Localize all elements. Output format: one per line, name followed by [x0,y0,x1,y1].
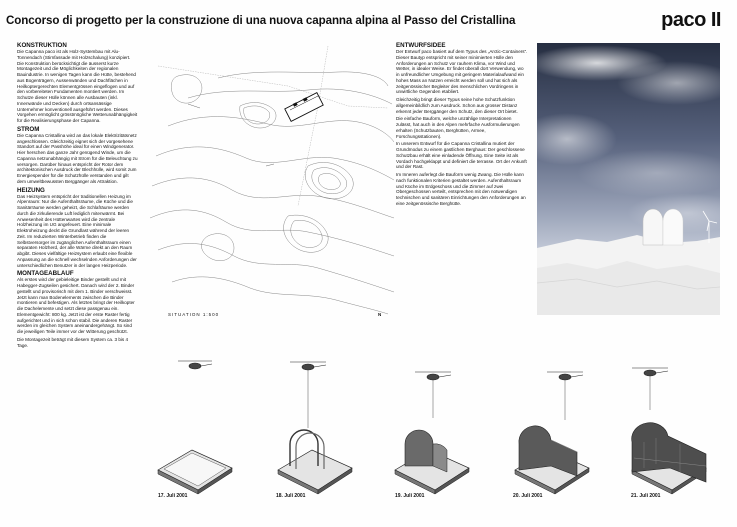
montage-heading: MONTAGEABLAUF [17,270,74,278]
entwurf-paragraph-1: Der Entwurf paco basiert auf dem Typus des „Arctic-Containers“. Dieser Bautyp entspricht mit seiner minimierten Hülle den Anforderungen an Schutz vor rauhem Klima, vor Wind und Wetter, in idealer Weise. Er findet überall dort Verwendung, wo in unfreundlicher Umgebung mit geringem Materialaufwand ein hohes Mass an Nutzen erreicht werden soll und hat sich als zeitgenössischer Begleiter des menschlichen Vordringens in unwirtliche Gegenden etabliert. [396,49,528,95]
montage-step-1 [148,358,236,508]
montage-date-3: 19. Juli 2001 [395,493,425,499]
montage-step-5 [622,358,710,508]
helicopter-icon [632,368,668,410]
contour-map [148,46,394,316]
site-plan [148,46,394,316]
north-arrow-label: N [378,312,383,317]
montage-step-3 [385,358,473,508]
montage-date-5: 21. Juli 2001 [631,493,661,499]
helicopter-icon [290,362,326,428]
entwurf-paragraph-5: Im Inneren auferlegt die Bauform wenig Zwang. Die Hülle kann nach funktionalen Kriterien gestaltet werden. Aufenthaltsraum und Küche im Erdgeschoss und die Zimmer auf zwei Obergeschossen verteilt, entsprechen mit den notwendigen technischen und sanitären Einrichtungen den Anforderungen an eine zeitgenössische Berghütte. [396,172,526,206]
middle-text-column [396,42,528,300]
montage-date-4: 20. Juli 2001 [513,493,543,499]
project-name: paco II [661,9,721,31]
hut-footprint [285,93,323,122]
strom-heading: STROM [17,125,40,133]
helicopter-icon [547,372,583,420]
entwurf-paragraph-4: In unserem Entwurf für die Capanna Cristallina mutiert der Grundmodus zu einem gastlichen Berghaus: Der geschlossene Schutzbau erhält eine einladende Öffnung. Eine Seite ist als Vordach hochgeklappt und definiert die terrasse. Ort der Ankunft und der Rast. [396,141,527,170]
hut-rendering-photo [537,43,720,315]
helicopter-icon [415,372,451,418]
montage-date-2: 18. Juli 2001 [276,493,306,499]
konstruktion-heading: KONSTRUKTION [17,42,67,49]
entwurf-heading: ENTWURFSIDEE [396,42,446,49]
konstruktion-text: Die Capanna paco ist als Holz-Systembau mit Alu-Tonnendach (Stirnfassade mit Holzschalung) konzipiert. Die Konstruktion berücksichtigt die äusserst kurze Montagezeit und die Möglichkeiten der regionalen Bauindustrie. In wenigen Tagen kann die Hütte, bestehend aus Bogenträgern, Aussenwänden und Dachflächen in Heilkoptergerechten Elementgrössen eingeflogen und auf den vorbereiteten Fundamenten montiert werden. Im Schutze dieser Hülle können alle Ausbauten (inkl. Innenwände und Decken) durch ortsansässige Unternehmer konventionell ausgeführt werden. Dieses Vorgehen ermöglicht grösstmögliche Wetterunabhängigkeit für die Realisierungsphase der Capanna. [17,49,138,123]
entwurf-paragraph-2: Gleichzeitig bringt dieser Typus seine hohe Schutzfunktion allgemeinbildlich zum Ausdruck. Schon aus grosser Distanz erkennt jeder Berggänger den Schutz, den dieser Ort bietet. [396,97,518,114]
board-title: Concorso di progetto per la construzione di una nuova capanna alpina al Passo del Cristallina [6,14,516,27]
helicopter-icon [178,361,212,369]
montage-text: Als erstes wird der gebieleitige Binder gestellt und mit Habegger-Zugseilen gesichert. Danach wird der 2. Binder gestellt und provisorisch mit dem 1. Binder verschweisst. Jetzt kann man Bodenelements zwischen die Binder montieren und befestigen. Als letztes bringt der Heilkopter die Dachelemente und setzt diese passgenau ein. Elementgewicht: 800 kg. Jetzt ist der erste Raster fertig aufgerichtet und in sich schon stabil. Die anderen Raster werden im gleichen System aneinandergehängt. So sind die jeweiligen Teile immer vor der Witterung geschützt. [17,277,135,334]
montage-step-2 [268,358,356,508]
left-text-column [17,42,138,502]
entwurf-paragraph-3: Die einfache Bauform, welche unzählige Interpretationen zulässt, hat auch in den Alpen mehrfache Ausformulierungen erhalten (Schutzbauten, Berghütten, Armee, Forschungsstationen). [396,116,520,139]
strom-text: Die Capanna Cristallina wird an das lokale Elektrizitätsnetz angeschlossen. Gleichzeitig eignet sich der vorgesehene Standort auf der Passhöhe ideal für einen Windgenerator. Hier herschen das ganze Jahr genügend Winde, um die Capanna netzunabhängig mit Strom für die Beleuchtung zu versorgen. Darüber hinaus entspricht der Rotor dem architektonischen Ausdruck der Blechhülle, wird somit zum Energiespender für die Schutzhülle verstanden und gilt dem umweltbewussten Berggänger als Attraktion. [17,132,138,184]
site-plan-label: SITUATION 1:500 [168,312,220,317]
heizung-text: Das Heizsystem entspricht der traditionellen Heizung im Alpenraum: Nur die Aufenthaltsräume, die Küche und die Sanitärräume werden geheizt, die Schlafräume werden durch die zirkulierende Luft lediglich mitenwärmt. Bei Anwesenheit des Hüttenwartes wird die zentrale Holzheizung im UG angefeuert. Eine minimale Elektroheizung deckt die Grundlast während der leeren Zeit. Im reduzierten Winterbetrieb finden die Selbstversorger im zugänglichen Aufenthaltsraum einen separaten Holzherd, der alle Wärme direkt an den Raum abgibt. Dieses vielfältige Heizsystem erlaubt eine flexible Anpassung an die schnell wechselnden Anforderungen der unterschiedlichen Benutzer in der langen Heizperiode. [17,193,137,268]
montage-step-4 [505,358,593,508]
montage-note: Die Montagezeit beträgt mit diesem System ca. 3 bis 4 Tage. [17,336,129,348]
heizung-heading: HEIZUNG [17,186,45,194]
montage-date-1: 17. Juli 2001 [158,493,188,499]
